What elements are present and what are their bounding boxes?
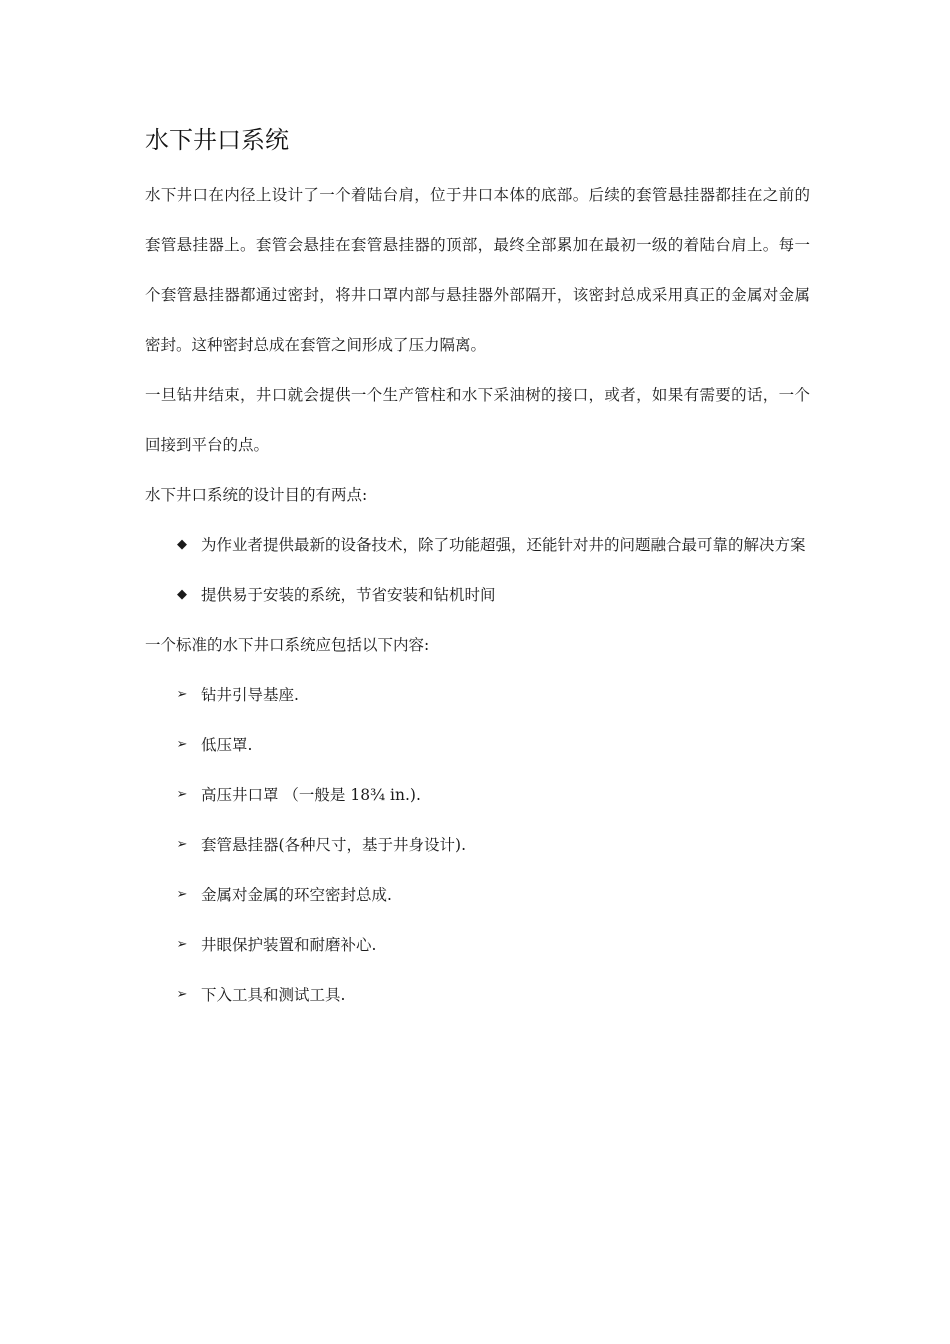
arrow-bullet-icon: ➢ <box>176 737 188 752</box>
list-item <box>145 520 810 570</box>
page-title: 水下井口系统 <box>145 126 289 154</box>
arrow-bullet-icon: ➢ <box>176 887 188 902</box>
purpose-list <box>145 520 810 620</box>
paragraph-components-intro: 一个标准的水下井口系统应包括以下内容: <box>145 636 430 654</box>
list-item-text: 下入工具和测试工具. <box>201 986 346 1004</box>
list-item-text: 低压罩. <box>201 736 253 754</box>
arrow-bullet-icon: ➢ <box>176 687 188 702</box>
paragraph-purpose-intro: 水下井口系统的设计目的有两点: <box>145 486 368 504</box>
paragraph-overview: 水下井口在内径上设计了一个着陆台肩，位于井口本体的底部。后续的套管悬挂器都挂在之前的套管悬挂器上。套管会悬挂在套管悬挂器的顶部，最终全部累加在最初一级的着陆台肩上。每一个套管悬挂器都通过密封，将井口罩内部与悬挂器外部隔开，该密封总成采用真正的金属对金属密封。这种密封总成在套管之间形成了压力隔离。 <box>145 186 810 354</box>
arrow-bullet-icon: ➢ <box>176 787 188 802</box>
list-item <box>145 970 810 1020</box>
arrow-bullet-icon: ➢ <box>176 937 188 952</box>
list-item <box>145 670 810 720</box>
diamond-bullet-icon: ◆ <box>177 537 187 552</box>
paragraph-interface: 一旦钻井结束，井口就会提供一个生产管柱和水下采油树的接口，或者，如果有需要的话，一个回接到平台的点。 <box>145 386 810 454</box>
diamond-bullet-icon: ◆ <box>177 587 187 602</box>
components-list <box>145 670 810 1020</box>
list-item-text: 井眼保护装置和耐磨补心. <box>201 936 377 954</box>
document-page <box>145 118 810 1020</box>
list-item-text: 钻井引导基座. <box>201 686 299 704</box>
list-item-text: 金属对金属的环空密封总成. <box>201 886 392 904</box>
list-item-text: 高压井口罩 （一般是 18¾ in.). <box>201 786 421 804</box>
list-item <box>145 570 810 620</box>
list-item-text: 套管悬挂器(各种尺寸，基于井身设计). <box>201 836 467 854</box>
list-item <box>145 870 810 920</box>
list-item-text: 为作业者提供最新的设备技术，除了功能超强，还能针对井的问题融合最可靠的解决方案 <box>201 536 806 554</box>
list-item <box>145 770 810 820</box>
arrow-bullet-icon: ➢ <box>176 837 188 852</box>
list-item <box>145 720 810 770</box>
list-item <box>145 920 810 970</box>
list-item-text: 提供易于安装的系统，节省安装和钻机时间 <box>201 586 496 604</box>
list-item <box>145 820 810 870</box>
arrow-bullet-icon: ➢ <box>176 987 188 1002</box>
